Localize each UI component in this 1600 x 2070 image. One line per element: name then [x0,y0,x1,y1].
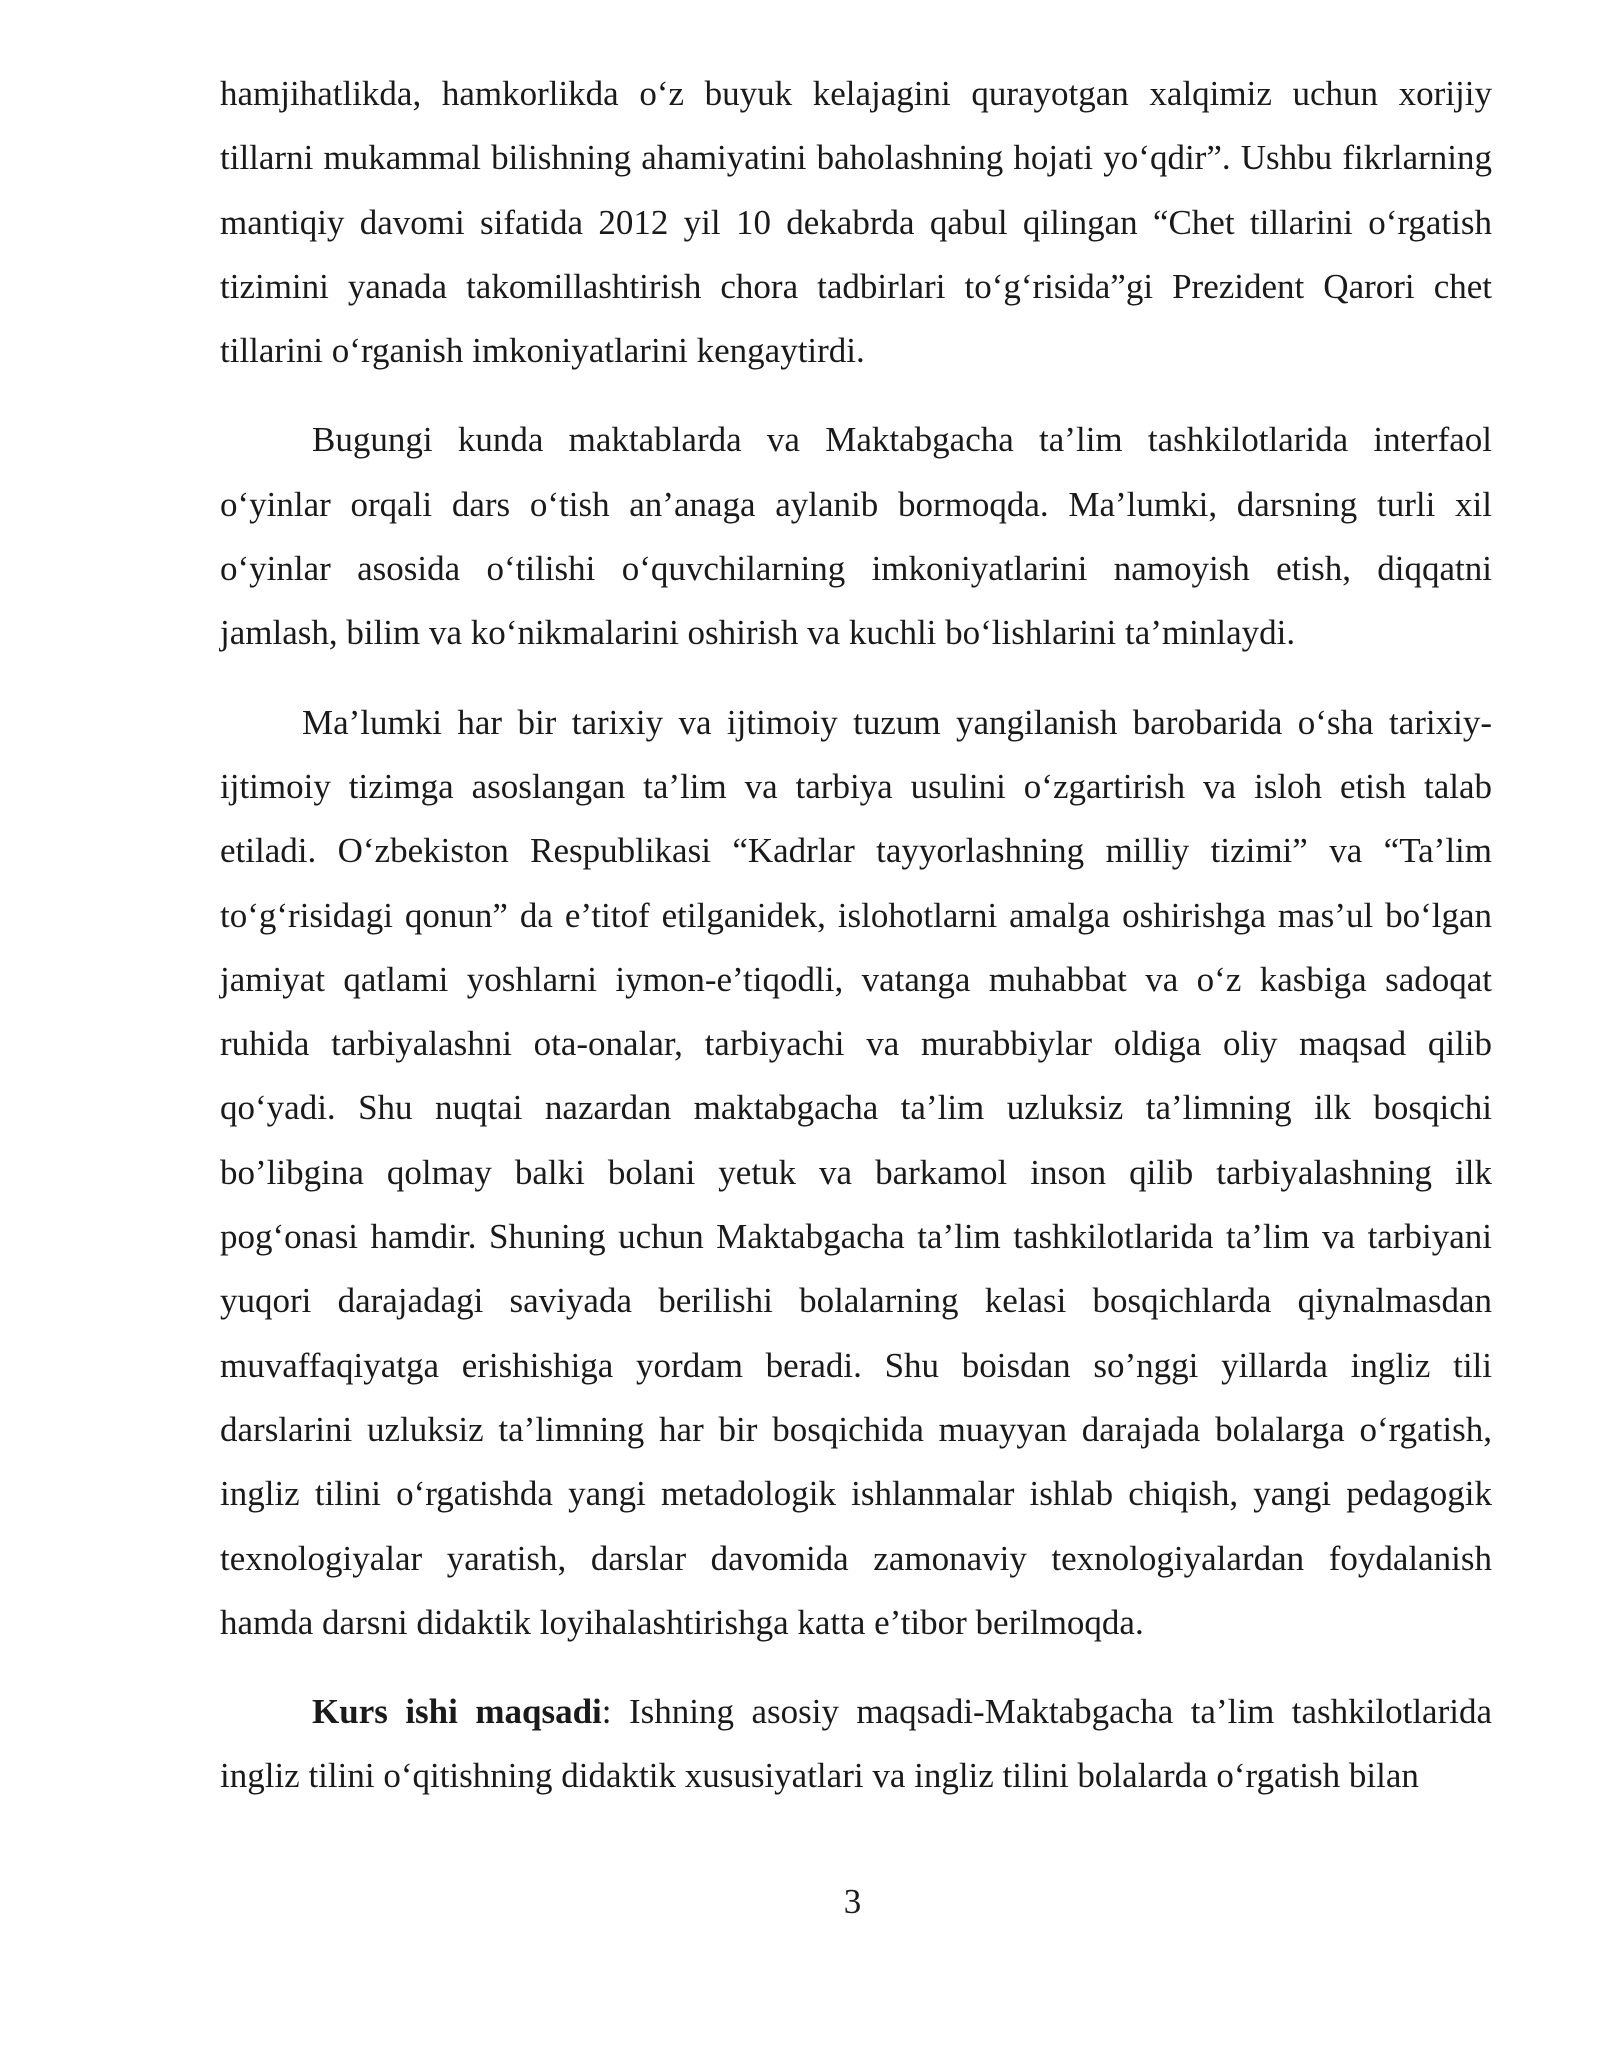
paragraph-3: Ma’lumki har bir tarixiy va ijtimoiy tuzum yangilanish barobarida o‘sha tarixiy-ijtimoiy tizimga asoslangan ta’lim va tarbiya usulini o‘zgartirish va isloh etish talab etiladi. O‘zbekiston Respublikasi “Kadrlar tayyorlashning milliy tizimi” va “Ta’lim to‘g‘risidagi qonun” da e’titof etilganidek, islohotlarni amalga oshirishga mas’ul bo‘lgan jamiyat qatlami yoshlarni iymon-e’tiqodli, vatanga muhabbat va o‘z kasbiga sadoqat ruhida tarbiyalashni ota-onalar, tarbiyachi va murabbiylar oldiga oliy maqsad qilib qo‘yadi. Shu nuqtai nazardan maktabgacha ta’lim uzluksiz ta’limning ilk bosqichi bo’libgina qolmay balki bolani yetuk va barkamol inson qilib tarbiyalashning ilk pog‘onasi hamdir. Shuning uchun Maktabgacha ta’lim tashkilotlarida ta’lim va tarbiyani yuqori darajadagi saviyada berilishi bolalarning kelasi bosqichlarda qiynalmasdan muvaffaqiyatga erishishiga yordam beradi. Shu boisdan so’nggi yillarda ingliz tili darslarini uzluksiz ta’limning har bir bosqichida muayyan darajada bolalarga o‘rgatish, ingliz tilini o‘rgatishda yangi metadologik ishlanmalar ishlab chiqish, yangi pedagogik texnologiyalar yaratish, darslar davomida zamonaviy texnologiyalardan foydalanish hamda darsni didaktik loyihalashtirishga katta e’tibor berilmoqda. [220,702,1492,1642]
paragraph-4-text: : Ishning asosiy maqsadi-Maktabgacha ta’lim tashkilotlarida ingliz tilini o‘qitishning didaktik xususiyatlari va ingliz tilini bolalarda o‘rgatish bilan [220,1692,1492,1796]
page-number: 3 [843,1882,862,1921]
paragraph-4 [220,1680,1492,1809]
section-heading-inline: Kurs ishi maqsadi [312,1692,602,1732]
paragraph-2: Bugungi kunda maktablarda va Maktabgacha ta’lim tashkilotlarida interfaol o‘yinlar orqali dars o‘tish an’anaga aylanib bormoqda. Ma’lumki, darsning turli xil o‘yinlar asosida o‘tilishi o‘quvchilarning imkoniyatlarini namoyish etish, diqqatni jamlash, bilim va ko‘nikmalarini oshirish va kuchli bo‘lishlarini ta’minlaydi. [220,420,1492,653]
document-page [220,62,1492,1809]
paragraph-1: hamjihatlikda, hamkorlikda o‘z buyuk kelajagini qurayotgan xalqimiz uchun xorijiy tillarni mukammal bilishning ahamiyatini baholashning hojati yo‘qdir”. Ushbu fikrlarning mantiqiy davomi sifatida 2012 yil 10 dekabrda qabul qilingan “Chet tillarini o‘rgatish tizimini yanada takomillashtirish chora tadbirlari to‘g‘risida”gi Prezident Qarori chet tillarini o‘rganish imkoniyatlarini kengaytirdi. [220,74,1492,371]
